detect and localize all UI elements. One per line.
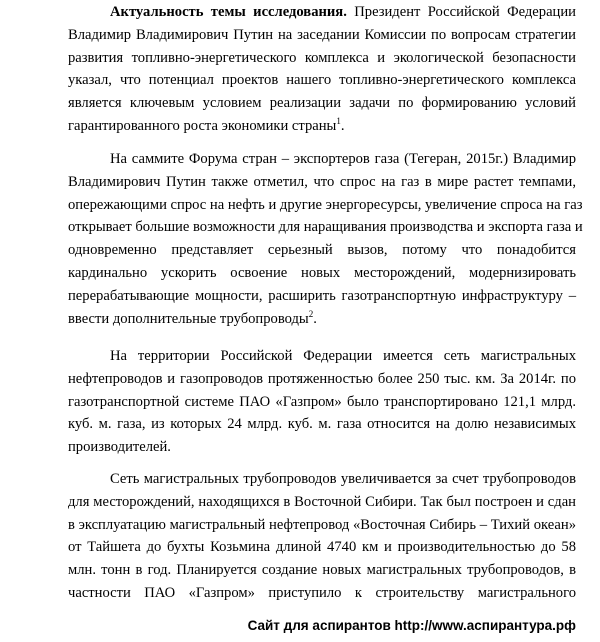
paragraph-line: Владимирович Путин также отметил, что спрос на газ в мире растет темпами, bbox=[68, 173, 576, 190]
paragraph-line: кардинально ускорить освоение новых месторождений, модернизировать bbox=[68, 264, 576, 281]
site-watermark: Сайт для аспирантов http://www.аспирантура.рф bbox=[247, 618, 576, 633]
paragraph-line: открывает большие возможности для наращивания производства и экспорта газа и bbox=[68, 219, 583, 236]
paragraph-line: гарантированного роста экономики страны$^1$. bbox=[68, 116, 345, 134]
paragraph-line: производителей. bbox=[68, 439, 171, 456]
paragraph-line: Сеть магистральных трубопроводов увеличивается за счет трубопроводов bbox=[110, 471, 576, 487]
paragraph-line: опережающими спрос на нефть и другие энергоресурсы, увеличение спроса на газ bbox=[68, 196, 583, 213]
paragraph-line: частности ПАО «Газпром» приступило к строительству магистрального bbox=[68, 584, 576, 601]
paragraph-line: Владимир Владимирович Путин на заседании Комиссии по вопросам стратегии bbox=[68, 26, 576, 43]
paragraph-line: Актуальность темы исследования. Президент Российской Федерации bbox=[110, 4, 576, 20]
footnote-marker: 2 bbox=[308, 308, 314, 319]
paragraph-line: газотранспортной системе ПАО «Газпром» было транспортировано 121,1 млрд. bbox=[68, 393, 576, 410]
paragraph-pipeline-network bbox=[68, 345, 576, 459]
paragraph-line: На территории Российской Федерации имеется сеть магистральных bbox=[110, 348, 576, 364]
paragraph-gas-summit bbox=[68, 148, 583, 330]
paragraph-pipeline-growth bbox=[68, 468, 576, 605]
paragraph-line: перерабатывающие мощности, расширить газотранспортную инфраструктуру – bbox=[68, 287, 576, 304]
paragraph-line: является ключевым условием реализации задачи по формированию условий bbox=[68, 95, 576, 112]
paragraph-line: указал, что потенциал проектов нашего топливно-энергетического комплекса bbox=[68, 72, 576, 89]
paragraph-line: для месторождений, находящихся в Восточной Сибири. Так был построен и сдан bbox=[68, 493, 576, 510]
section-heading: Актуальность темы исследования. bbox=[110, 4, 347, 20]
footnote-marker: 1 bbox=[336, 116, 341, 127]
paragraph-line: куб. м. газа, из которых 24 млрд. куб. м. газа относится на долю независимых bbox=[68, 416, 576, 433]
paragraph-relevance bbox=[68, 1, 576, 138]
paragraph-line: одновременно представляет серьезный вызов, потому что понадобится bbox=[68, 242, 576, 259]
paragraph-line: ввести дополнительные трубопроводы$^2$. bbox=[68, 308, 317, 327]
paragraph-line: от Тайшета до бухты Козьмина длиной 4740 км и производительностью до 58 bbox=[68, 539, 576, 556]
paragraph-line: нефтепроводов и газопроводов протяженностью более 250 тыс. км. За 2014г. по bbox=[68, 370, 576, 387]
paragraph-line: развития топливно-энергетического комплекса и экологической безопасности bbox=[68, 49, 576, 66]
paragraph-line: На саммите Форума стран – экспортеров газа (Тегеран, 2015г.) Владимир bbox=[110, 151, 576, 167]
paragraph-line: млн. тонн в год. Планируется создание новых магистральных трубопроводов, в bbox=[68, 562, 576, 579]
paragraph-line: в эксплуатацию магистральный нефтепровод «Восточная Сибирь – Тихий океан» bbox=[68, 516, 576, 533]
